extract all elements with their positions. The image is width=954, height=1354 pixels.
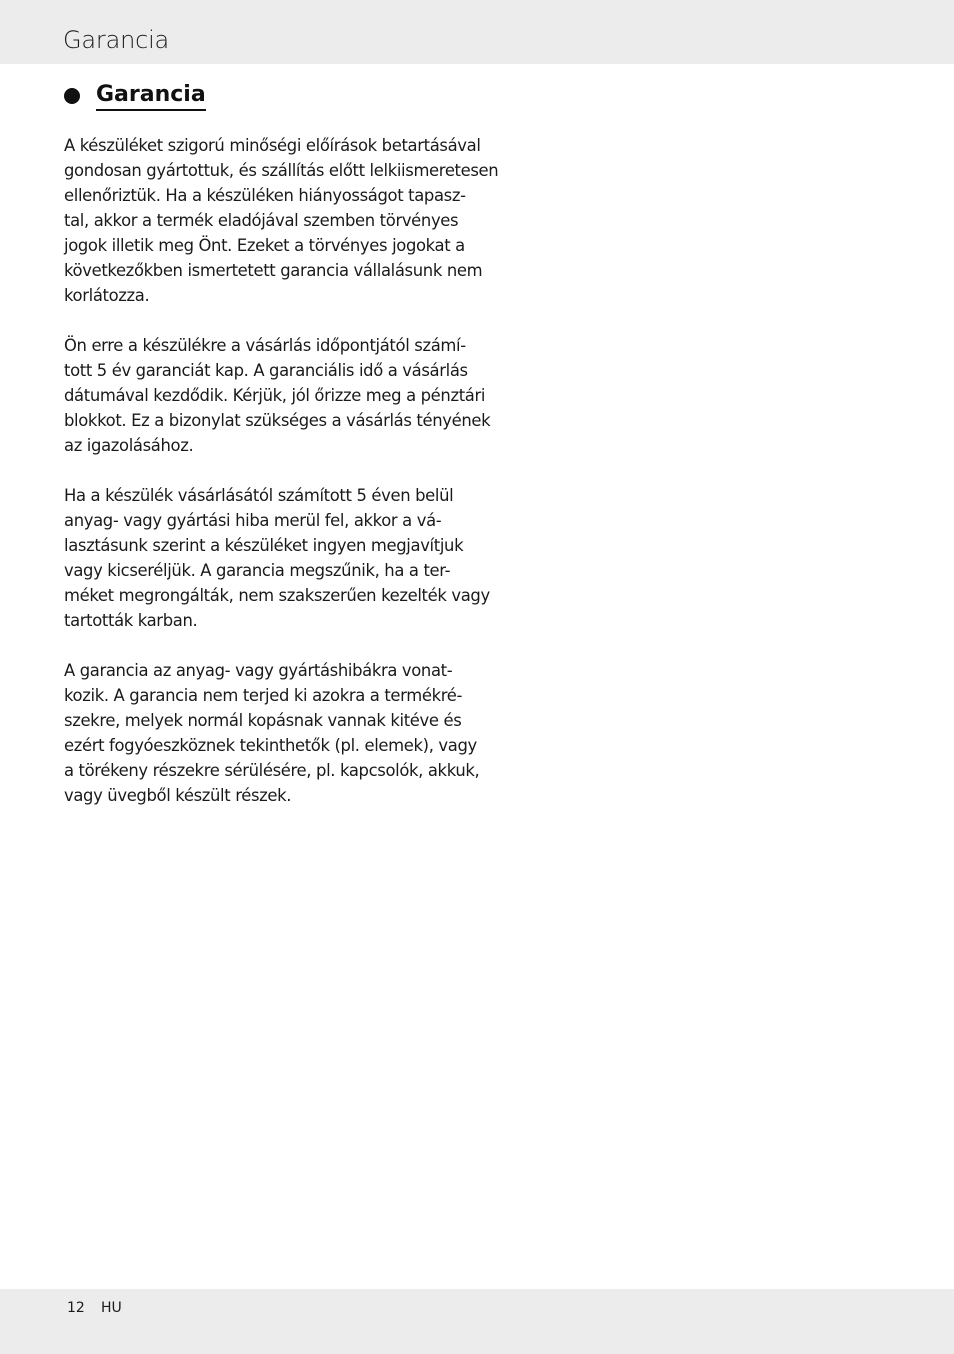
text-line: vagy kicseréljük. A garancia megszűnik, ha a ter- [64, 561, 451, 580]
text-line: vagy üvegből készült részek. [64, 786, 292, 805]
text-line: következőkben ismertetett garancia vállalásunk nem [64, 261, 483, 280]
text-line: a törékeny részekre sérülésére, pl. kapcsolók, akkuk, [64, 761, 480, 780]
text-line: tott 5 év garanciát kap. A garanciális idő a vásárlás [64, 361, 468, 380]
text-line: Ha a készülék vásárlásától számított 5 éven belül [64, 486, 454, 505]
text-line: tal, akkor a termék eladójával szemben törvényes [64, 211, 459, 230]
section-heading [64, 80, 206, 111]
page-header-title: Garancia [63, 26, 170, 54]
text-line: tartották karban. [64, 611, 198, 630]
text-line: anyag- vagy gyártási hiba merül fel, akkor a vá- [64, 511, 442, 530]
bullet-icon [64, 88, 80, 104]
text-line: ellenőriztük. Ha a készüléken hiányosságot tapasz- [64, 186, 466, 205]
text-line: az igazolásához. [64, 436, 194, 455]
text-line: blokkot. Ez a bizonylat szükséges a vásárlás tényének [64, 411, 491, 430]
text-line: szekre, melyek normál kopásnak vannak kitéve és [64, 711, 462, 730]
paragraph-3 [64, 483, 490, 633]
paragraph-1 [64, 133, 499, 308]
text-line: korlátozza. [64, 286, 150, 305]
page-number: 12 [67, 1300, 85, 1316]
section-heading-text: Garancia [96, 80, 206, 111]
body-text-column [64, 133, 499, 833]
text-line: A készüléket szigorú minőségi előírások betartásával [64, 136, 481, 155]
text-line: A garancia az anyag- vagy gyártáshibákra vonat- [64, 661, 453, 680]
text-line: méket megrongálták, nem szakszerűen kezelték vagy [64, 586, 490, 605]
text-line: Ön erre a készülékre a vásárlás időpontjától számí- [64, 336, 466, 355]
language-code: HU [101, 1300, 122, 1316]
footer-band [0, 1289, 954, 1354]
paragraph-2 [64, 333, 491, 458]
text-line: jogok illetik meg Önt. Ezeket a törvényes jogokat a [64, 236, 465, 255]
text-line: ezért fogyóeszköznek tekinthetők (pl. elemek), vagy [64, 736, 477, 755]
text-line: kozik. A garancia nem terjed ki azokra a termékré- [64, 686, 463, 705]
paragraph-4 [64, 658, 480, 808]
text-line: lasztásunk szerint a készüléket ingyen megjavítjuk [64, 536, 464, 555]
text-line: dátumával kezdődik. Kérjük, jól őrizze meg a pénztári [64, 386, 486, 405]
text-line: gondosan gyártottuk, és szállítás előtt lelkiismeretesen [64, 161, 499, 180]
